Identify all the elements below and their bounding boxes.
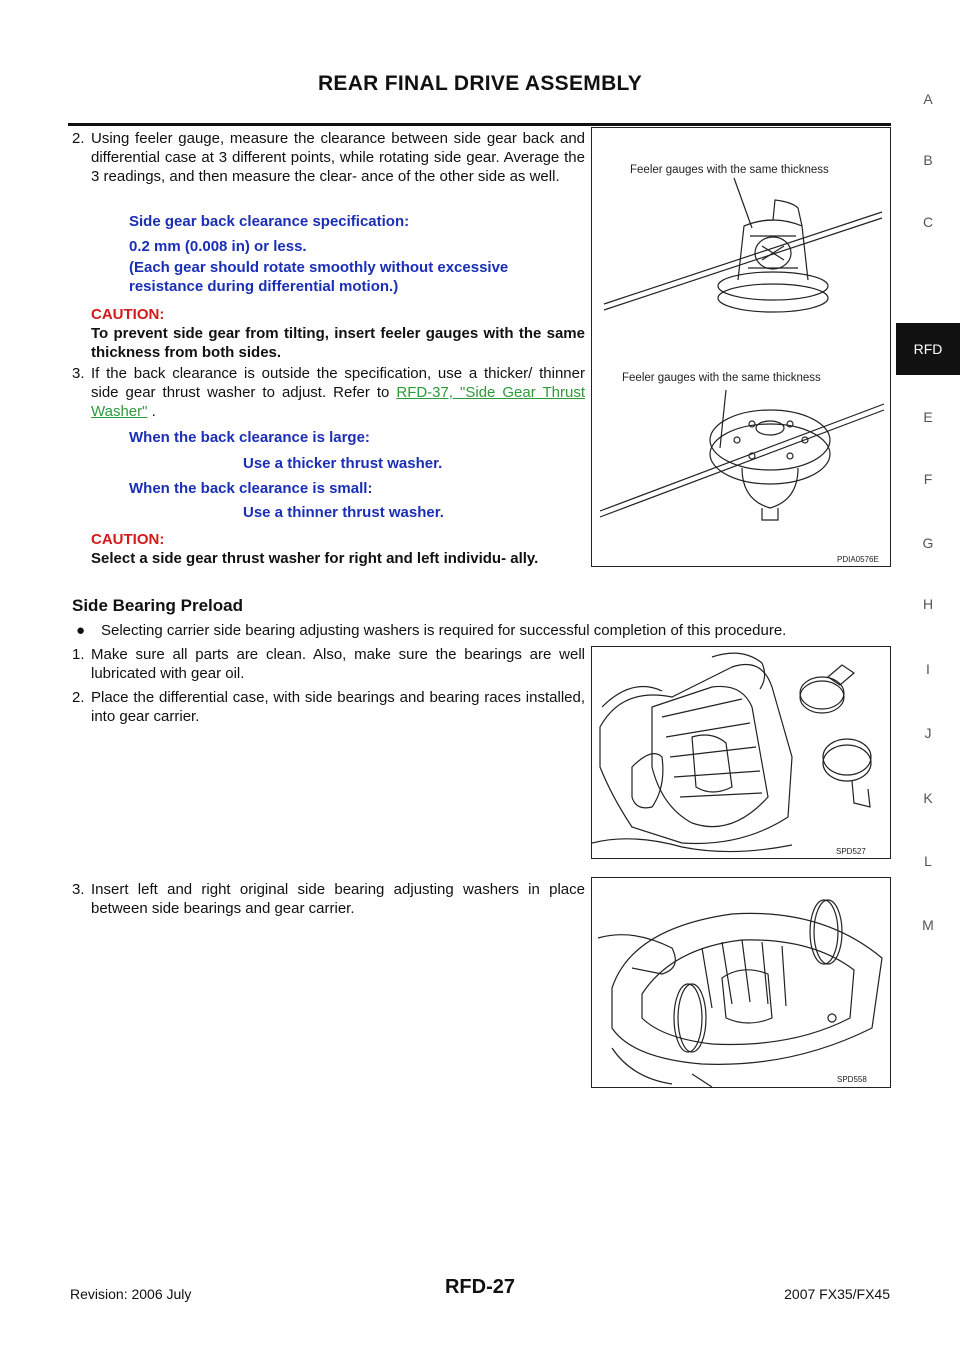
feeler-gauge-illustration	[592, 128, 890, 566]
small-clearance-action: Use a thinner thrust washer.	[243, 504, 444, 521]
caution-block	[91, 530, 585, 568]
index-tab-rfd-active[interactable]: RFD	[896, 323, 960, 375]
index-tab-e[interactable]: E	[923, 409, 933, 425]
index-tab-i[interactable]: I	[926, 661, 930, 677]
carrier-install-illustration	[592, 647, 890, 858]
spec-note: (Each gear should rotate smoothly without excessive	[129, 259, 509, 276]
spec-note-cont: resistance during differential motion.)	[129, 278, 399, 295]
feeler-gauge-figure	[591, 127, 891, 567]
small-clearance-label: When the back clearance is small:	[129, 480, 373, 497]
step-number: 3.	[72, 881, 85, 898]
step-text: Using feeler gauge, measure the clearance between side gear back and differential case at 3 different points, while rotating side gear. Average the 3 readings, and then measure the clear- ance of the other side as well.	[91, 130, 585, 185]
caution-text: To prevent side gear from tilting, insert feeler gauges with the same thickness from both sides.	[91, 325, 585, 361]
revision-date: Revision: 2006 July	[70, 1286, 192, 1302]
step-2	[72, 129, 585, 186]
figure-label-bottom: Feeler gauges with the same thickness	[622, 372, 821, 384]
bullet-text: Selecting carrier side bearing adjusting washers is required for successful completion of this procedure.	[101, 622, 787, 639]
step-text-part: If the back clearance is outside the specification, use a thicker/ thinner side gear thrust washer to adjust. Refer to	[91, 365, 585, 401]
figure-label-top: Feeler gauges with the same thickness	[630, 164, 829, 176]
large-clearance-label: When the back clearance is large:	[129, 429, 370, 446]
step-number: 2.	[72, 130, 85, 147]
figure-code: PDIA0576E	[837, 555, 879, 564]
title-rule	[68, 123, 891, 126]
page-code: RFD-27	[444, 1276, 515, 1298]
carrier-install-figure	[591, 646, 891, 859]
index-tab-c[interactable]: C	[922, 214, 934, 230]
figure-code: SPD527	[836, 847, 866, 856]
figure-code: SPD558	[837, 1075, 867, 1084]
bullet-item	[72, 621, 892, 640]
index-tab-a[interactable]: A	[923, 91, 933, 107]
preload-step-2	[72, 688, 585, 726]
step-number: 1.	[72, 646, 85, 663]
bullet-dot: ●	[76, 622, 86, 639]
step-number: 3.	[72, 365, 85, 382]
washer-insert-illustration	[592, 878, 890, 1087]
large-clearance-action: Use a thicker thrust washer.	[243, 455, 443, 472]
index-tab-f[interactable]: F	[923, 471, 933, 487]
step-text-end: .	[147, 403, 156, 420]
step-text: Make sure all parts are clean. Also, make sure the bearings are well lubricated with gear oil.	[91, 646, 585, 682]
index-tab-b[interactable]: B	[923, 152, 933, 168]
index-tab-h[interactable]: H	[922, 596, 934, 612]
preload-step-1	[72, 645, 585, 683]
reference-link[interactable]: RFD-37, "Side Gear Thrust Washer"	[91, 384, 585, 420]
preload-step-3	[72, 880, 585, 918]
section-title: Side Bearing Preload	[72, 596, 243, 615]
caution-label: CAUTION:	[91, 306, 165, 323]
step-text	[91, 364, 585, 421]
vehicle-model: 2007 FX35/FX45	[784, 1286, 890, 1302]
index-tab-m[interactable]: M	[922, 917, 934, 933]
index-tab-g[interactable]: G	[922, 535, 934, 551]
step-text: Insert left and right original side bearing adjusting washers in place between side bearings and gear carrier.	[91, 881, 585, 917]
caution-text: Select a side gear thrust washer for right and left individu- ally.	[91, 550, 539, 567]
washer-insert-figure	[591, 877, 891, 1088]
index-tab-l[interactable]: L	[924, 853, 932, 869]
spec-title: Side gear back clearance specification:	[129, 213, 410, 230]
spec-value: 0.2 mm (0.008 in) or less.	[129, 238, 307, 255]
index-tab-j[interactable]: J	[924, 725, 932, 741]
step-number: 2.	[72, 689, 85, 706]
caution-label: CAUTION:	[91, 531, 165, 548]
step-text: Place the differential case, with side bearings and bearing races installed, into gear carrier.	[91, 689, 585, 725]
caution-block	[91, 305, 585, 362]
step-3	[72, 364, 585, 421]
page-title: REAR FINAL DRIVE ASSEMBLY	[317, 72, 643, 95]
index-tab-k[interactable]: K	[923, 790, 933, 806]
